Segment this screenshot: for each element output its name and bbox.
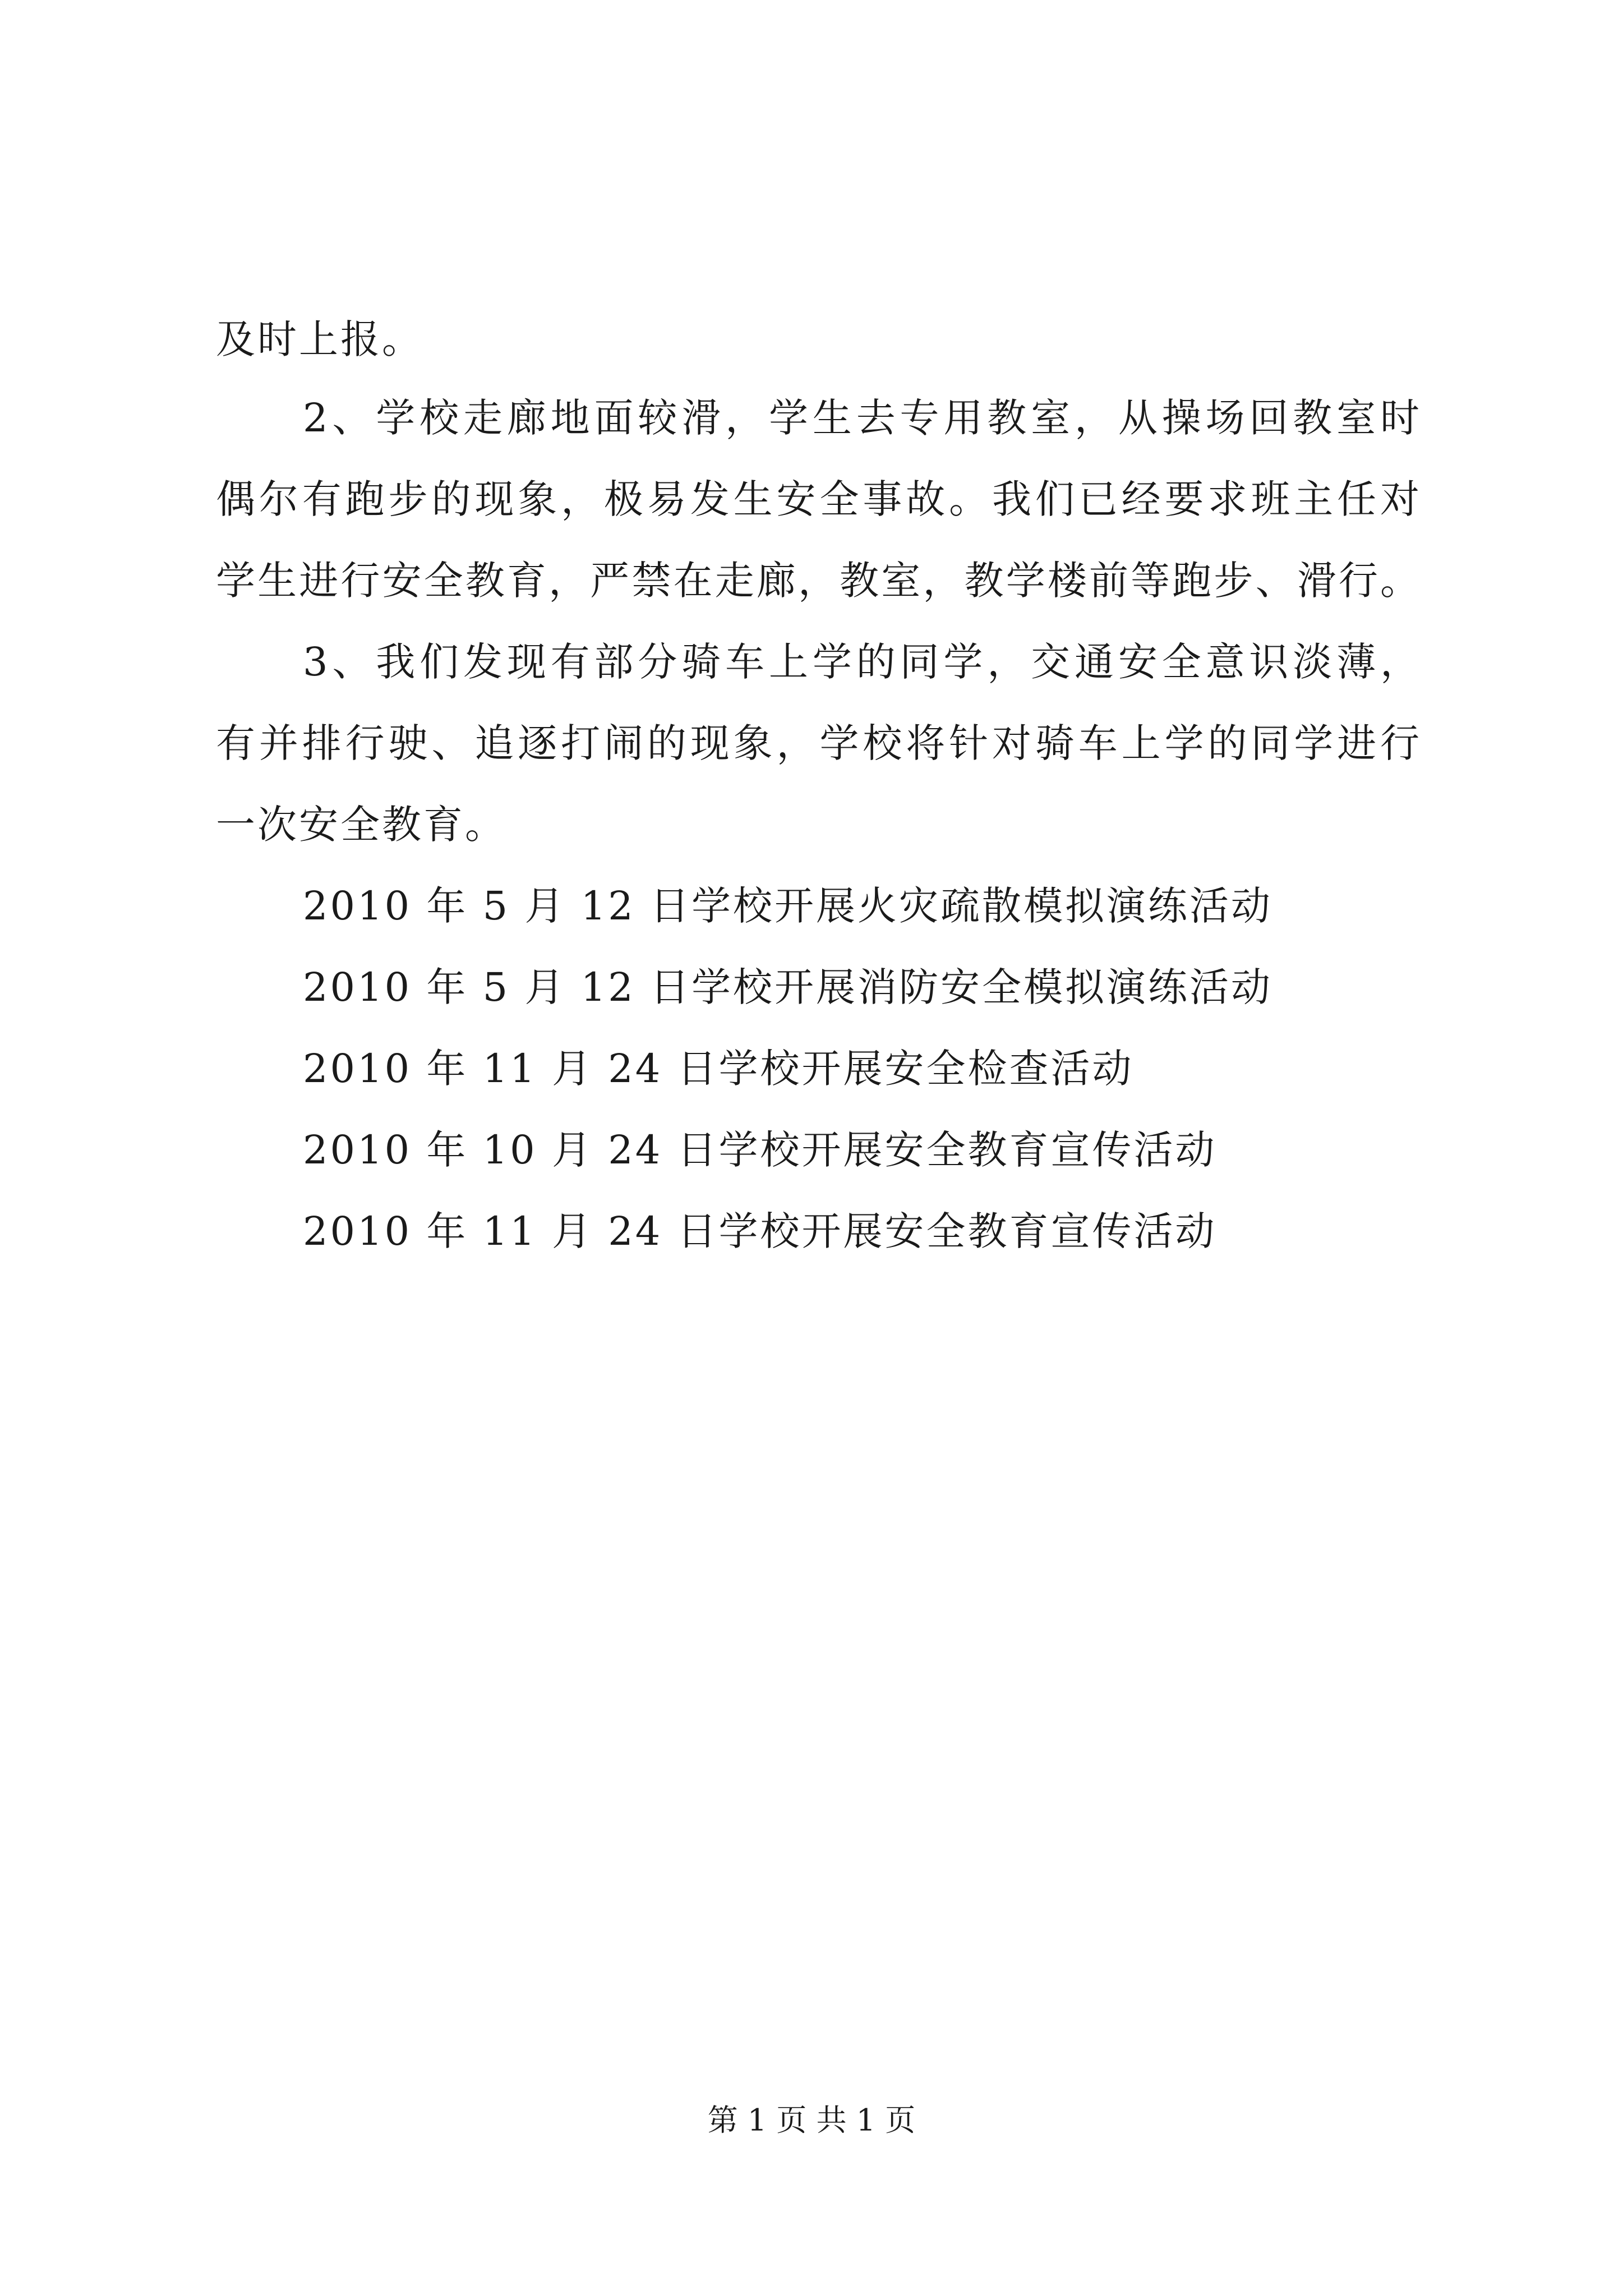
item-2-line-3: 学生进行安全教育，严禁在走廊，教室，教学楼前等跑步、滑行。 [216, 558, 1422, 604]
activity-line: 2010 年 5 月 12 日学校开展火灾疏散模拟演练活动 [303, 883, 1273, 929]
page-number-footer: 第 1 页 共 1 页 [707, 2102, 916, 2138]
activity-line: 2010 年 11 月 24 日学校开展安全教育宣传活动 [303, 1208, 1217, 1254]
paragraph-continuation-line: 及时上报。 [216, 316, 423, 362]
item-2-line-2: 偶尔有跑步的现象，极易发生安全事故。我们已经要求班主任对 [216, 476, 1422, 522]
item-3-line-2: 有并排行驶、追逐打闹的现象，学校将针对骑车上学的同学进行 [216, 720, 1422, 766]
item-3-line-1: 3、我们发现有部分骑车上学的同学，交通安全意识淡薄， [303, 639, 1422, 685]
item-3-line-3: 一次安全教育。 [216, 802, 506, 848]
activity-line: 2010 年 11 月 24 日学校开展安全检查活动 [303, 1046, 1134, 1092]
activity-line: 2010 年 5 月 12 日学校开展消防安全模拟演练活动 [303, 964, 1273, 1010]
item-2-line-1: 2、学校走廊地面较滑，学生去专用教室，从操场回教室时 [303, 395, 1422, 441]
activity-line: 2010 年 10 月 24 日学校开展安全教育宣传活动 [303, 1127, 1217, 1173]
